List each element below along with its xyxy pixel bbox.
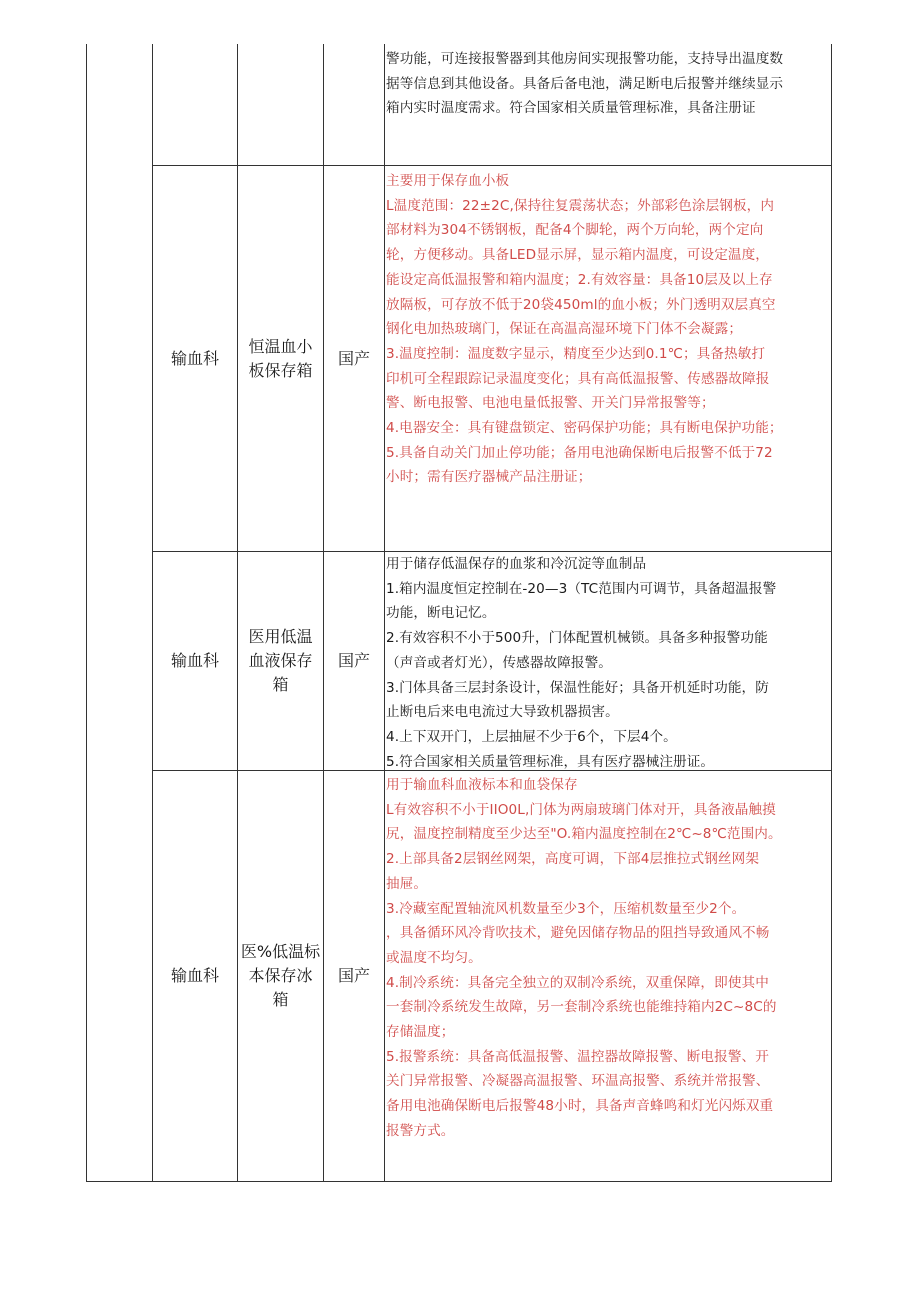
device-name-line: 血液保存 [248, 651, 313, 670]
description-line: 警、断电报警、电池电量低报警、开关门异常报警等； [386, 395, 715, 412]
department-cell [153, 771, 237, 1181]
device-name-line: 箱 [272, 675, 289, 694]
origin-text: 国产 [337, 348, 370, 368]
description-line: 4.制冷系统：具备完全独立的双制冷系统，双重保障，即使其中 [386, 974, 769, 991]
origin-text: 国产 [337, 966, 370, 985]
department-text: 输血科 [170, 966, 219, 985]
department-text: 输血科 [170, 348, 219, 368]
department-text: 输血科 [170, 651, 219, 670]
description-line: 能设定高低温报警和箱内温度；2.有效容量：具备10层及以上存 [386, 271, 773, 288]
description-line: （声音或者灯光），传感器故障报警。 [386, 654, 612, 671]
description-line: 3.冷藏室配置轴流风机数量至少3个，压缩机数量至少2个。 [386, 900, 746, 917]
device-name-line: 本保存冰 [248, 966, 313, 985]
description-line: 关门异常报警、冷凝器高温报警、环温高报警、系统并常报警、 [386, 1073, 770, 1090]
origin-text: 国产 [337, 651, 370, 670]
description-cell [385, 773, 831, 1144]
description-line: 3.门体具备三层封条设计，保温性能好；具备开机延时功能，防 [386, 679, 769, 696]
description-line: 4.上下双开门，上层抽屉不少于6个，下层4个。 [386, 728, 677, 745]
description-line: 报警方式。 [386, 1122, 455, 1139]
description-line: ，具备循环风冷背吹技术，避免因储存物品的阻挡导致通风不畅 [386, 925, 770, 942]
device-name-cell [238, 771, 323, 1181]
table-border-right [831, 44, 832, 1182]
description-line: 5.报警系统：具备高低温报警、温控器故障报警、断电报警、开 [386, 1048, 769, 1065]
table-border-bottom [86, 1181, 832, 1182]
description-line: 印机可全程跟踪记录温度变化；具有高低温报警、传感器故障报 [386, 370, 770, 387]
origin-cell [324, 166, 384, 551]
description-line: 尻，温度控制精度至少达至"O.箱内温度控制在2℃~8℃范围内。 [386, 826, 782, 843]
description-line: 备用电池确保断电后报警48小时，具备声音蜂鸣和灯光闪烁双重 [386, 1098, 774, 1115]
description-line: 2.有效容积不小于500升，门体配置机械锁。具备多种报警功能 [386, 630, 768, 647]
device-name-line: 恒温血小 [248, 336, 313, 356]
description-line: 功能，断电记忆。 [386, 605, 496, 622]
device-name-line: 板保存箱 [248, 360, 313, 380]
description-line: 据等信息到其他设备。具备后备电池，满足断电后报警并继续显示 [386, 75, 784, 92]
device-name-cell [238, 552, 323, 770]
department-cell [153, 166, 237, 551]
description-line: 抽屉。 [386, 875, 428, 892]
description-line: 放隔板，可存放不低于20袋450ml的血小板；外门透明双层真空 [386, 296, 776, 313]
description-line: 1.箱内温度恒定控制在-20—3（TC范围内可调节，具备超温报警 [386, 580, 777, 597]
origin-cell [324, 771, 384, 1181]
description-line: 5.具备自动关门加止停功能；备用电池确保断电后报警不低于72 [386, 444, 773, 461]
description-line: 3.温度控制：温度数字显示，精度至少达到0.1℃；具备热敏打 [386, 345, 766, 362]
description-line: 5.符合国家相关质量管理标准，具有医疗器械注册证。 [386, 753, 715, 770]
device-name-line: 医%低温标 [240, 942, 321, 961]
description-line: 钢化电加热玻璃门，保证在高温高湿环境下门体不会凝露； [386, 321, 743, 338]
description-line: 或温度不均匀。 [386, 949, 482, 966]
description-line: 2.上部具备2层钢丝网架，高度可调，下部4层推拉式钢丝网架 [386, 851, 760, 868]
spec-table [86, 44, 832, 1182]
device-name-line: 箱 [272, 990, 289, 1009]
description-line: 警功能，可连接报警器到其他房间实现报警功能，支持导出温度数 [386, 51, 784, 67]
description-line: 止断电后来电电流过大导致机器损害。 [386, 704, 619, 721]
description-cell [385, 552, 831, 774]
description-line: 存储温度； [386, 1024, 455, 1041]
description-line: 轮，方便移动。具备LED显示屏，显示箱内温度，可设定温度， [386, 247, 769, 264]
description-line: 一套制冷系统发生故障，另一套制冷系统也能维持箱内2C~8C的 [386, 999, 777, 1016]
description-line: 主要用于保存血小板 [386, 173, 510, 189]
description-line: L有效容积不小于IIO0L,门体为两扇玻璃门体对开，具备液晶触摸 [386, 801, 776, 818]
device-name-line: 医用低温 [248, 627, 313, 646]
description-cell [385, 47, 831, 121]
table-border-left [86, 44, 87, 1182]
description-line: 4.电器安全：具有键盘锁定、密码保护功能；具有断电保护功能； [386, 420, 783, 437]
department-cell [153, 552, 237, 770]
description-line: 小时；需有医疗器械产品注册证； [386, 469, 592, 486]
description-line: 箱内实时温度需求。符合国家相关质量管理标准，具备注册证 [386, 100, 756, 117]
description-cell [385, 169, 831, 490]
origin-cell [324, 552, 384, 770]
description-line: 用于输血科血液标本和血袋保存 [386, 777, 578, 793]
description-line: L温度范围：22±2C,保持往复震荡状态；外部彩色涂层钢板，内 [386, 197, 775, 214]
description-line: 用于储存低温保存的血浆和冷沉淀等血制品 [386, 556, 647, 572]
description-line: 部材料为304不锈钢板，配备4个脚轮，两个万向轮，两个定向 [386, 222, 764, 239]
device-name-cell [238, 166, 323, 551]
